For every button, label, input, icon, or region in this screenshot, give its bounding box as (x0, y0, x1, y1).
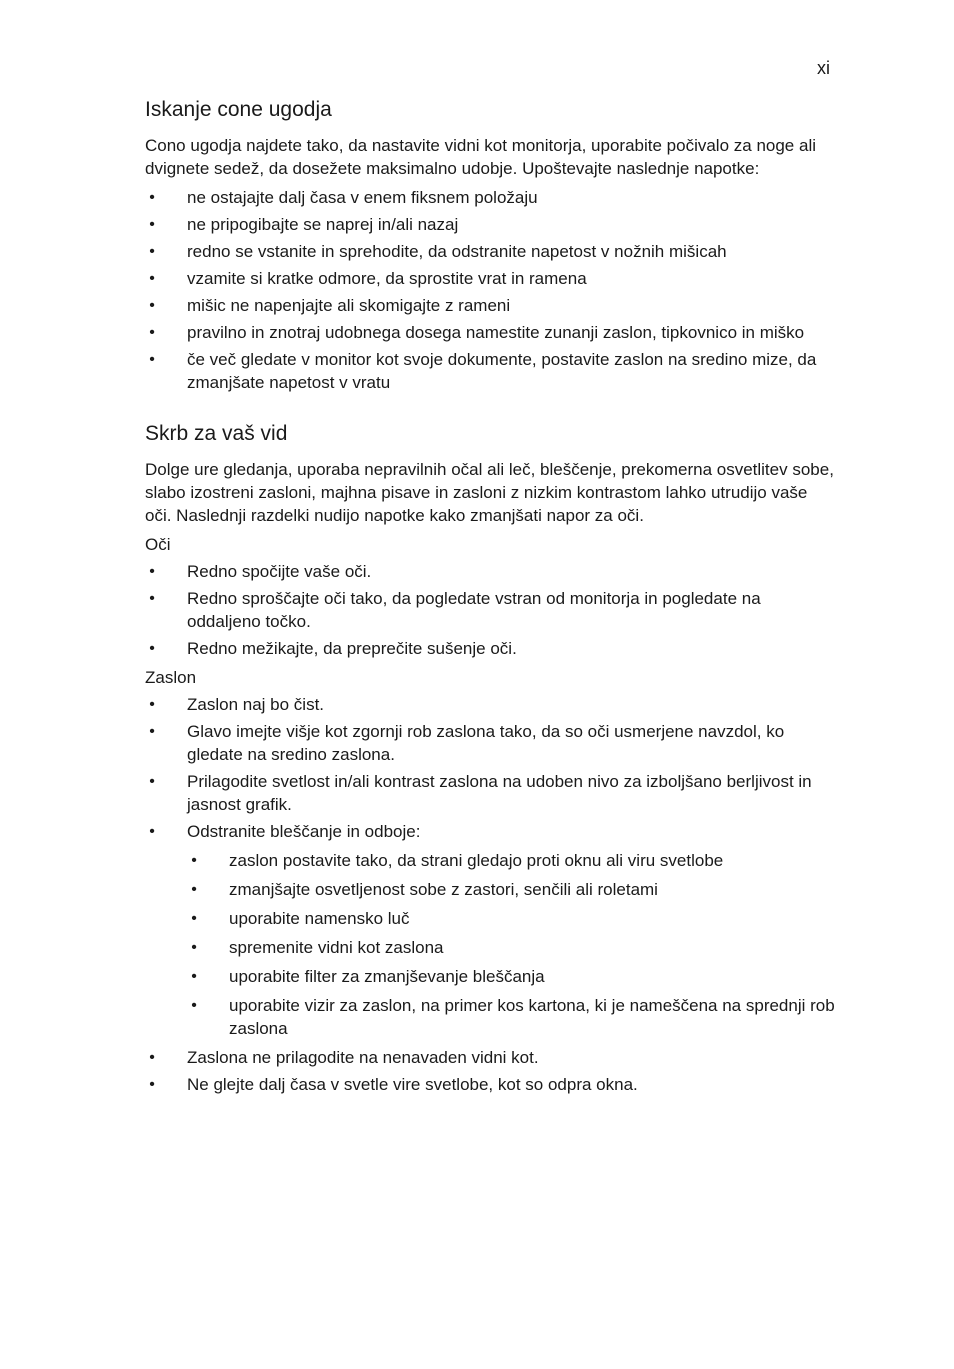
list-item: • Glavo imejte višje kot zgornji rob zaslona tako, da so oči usmerjene navzdol, ko gledate na sredino zaslona. (145, 720, 835, 766)
bullet-icon: • (149, 563, 155, 580)
bullet-icon: • (149, 351, 155, 368)
bullet-icon: • (149, 773, 155, 790)
bullet-icon: • (149, 640, 155, 657)
comfort-tips-list (145, 186, 835, 394)
section-eye-care (145, 420, 835, 1096)
list-item: • uporabite filter za zmanjševanje bleščanja (187, 965, 835, 988)
list-item: • zmanjšajte osvetljenost sobe z zastori, senčili ali roletami (187, 878, 835, 901)
page-number: xi (817, 58, 830, 78)
section-intro-eye-care: Dolge ure gledanja, uporaba nepravilnih očal ali leč, bleščenje, prekomerna osvetlitev sobe, slabo izostreni zasloni, majhna pisave in zasloni z nizkim kontrastom lahko utrudijo vaše oči. Naslednji razdelki nudijo napotke kako zmanjšati napor za oči. (145, 460, 834, 525)
bullet-icon: • (149, 823, 155, 840)
list-item: • Prilagodite svetlost in/ali kontrast zaslona na udoben nivo za izboljšano berljivost in jasnost grafik. (145, 770, 835, 816)
bullet-icon: • (191, 939, 197, 956)
bullet-icon: • (191, 968, 197, 985)
bullet-icon: • (149, 590, 155, 607)
screen-tips-list (145, 693, 835, 1096)
list-item: • spremenite vidni kot zaslona (187, 936, 835, 959)
list-item: • Redno spočijte vaše oči. (145, 560, 835, 583)
list-item: • uporabite namensko luč (187, 907, 835, 930)
list-item: • Zaslona ne prilagodite na nenavaden vidni kot. (145, 1046, 835, 1069)
bullet-icon: • (191, 910, 197, 927)
list-item: • Ne glejte dalj časa v svetle vire svetlobe, kot so odpra okna. (145, 1073, 835, 1096)
glare-tips-list (187, 849, 835, 1040)
list-item: • Redno mežikajte, da preprečite sušenje oči. (145, 637, 835, 660)
bullet-icon: • (191, 881, 197, 898)
bullet-icon: • (149, 723, 155, 740)
bullet-icon: • (149, 696, 155, 713)
list-item: • mišic ne napenjajte ali skomigajte z rameni (145, 294, 835, 317)
bullet-icon: • (191, 852, 197, 869)
subheading-eyes: Oči (145, 535, 171, 554)
bullet-icon: • (149, 189, 155, 206)
list-item: • redno se vstanite in sprehodite, da odstranite napetost v nožnih mišicah (145, 240, 835, 263)
bullet-icon: • (149, 324, 155, 341)
list-item: • pravilno in znotraj udobnega dosega namestite zunanji zaslon, tipkovnico in miško (145, 321, 835, 344)
eyes-tips-list (145, 560, 835, 660)
subheading-screen: Zaslon (145, 668, 197, 687)
list-item: • Zaslon naj bo čist. (145, 693, 835, 716)
bullet-icon: • (149, 243, 155, 260)
bullet-icon: • (149, 297, 155, 314)
bullet-icon: • (149, 216, 155, 233)
section-intro-comfort-zone: Cono ugodja najdete tako, da nastavite vidni kot monitorja, uporabite počivalo za noge ali dvignete sedež, da dosežete maksimalno udobje. Upoštevajte naslednje napotke: (145, 136, 816, 178)
list-item: • ne ostajajte dalj časa v enem fiksnem položaju (145, 186, 835, 209)
list-item: • uporabite vizir za zaslon, na primer kos kartona, ki je nameščena na sprednji rob zaslona (187, 994, 835, 1040)
section-title-comfort-zone: Iskanje cone ugodja (145, 98, 332, 121)
bullet-icon: • (149, 270, 155, 287)
bullet-icon: • (191, 997, 197, 1014)
section-title-eye-care: Skrb za vaš vid (145, 422, 288, 445)
bullet-icon: • (149, 1049, 155, 1066)
list-item: • Redno sproščajte oči tako, da pogledate vstran od monitorja in pogledate na oddaljeno točko. (145, 587, 835, 633)
list-item: • zaslon postavite tako, da strani gledajo proti oknu ali viru svetlobe (187, 849, 835, 872)
document-body (145, 96, 835, 1100)
list-item: • če več gledate v monitor kot svoje dokumente, postavite zaslon na sredino mize, da zmanjšate napetost v vratu (145, 348, 835, 394)
list-item: • ne pripogibajte se naprej in/ali nazaj (145, 213, 835, 236)
list-item: • vzamite si kratke odmore, da sprostite vrat in ramena (145, 267, 835, 290)
list-item: • Odstranite bleščanje in odboje: • zaslon postavite tako, da strani gledajo proti oknu ali viru svetlobe • zmanjšajte osvetljenost sobe z zastori, senčili ali roletami • uporabite namensko luč • spremenite vidni kot zaslona • uporabite filter za zmanjševanje bleščanja • uporabite vizir za zaslon, na primer kos kartona, ki je nameščena na sprednji rob zaslona (145, 820, 835, 1040)
bullet-icon: • (149, 1076, 155, 1093)
